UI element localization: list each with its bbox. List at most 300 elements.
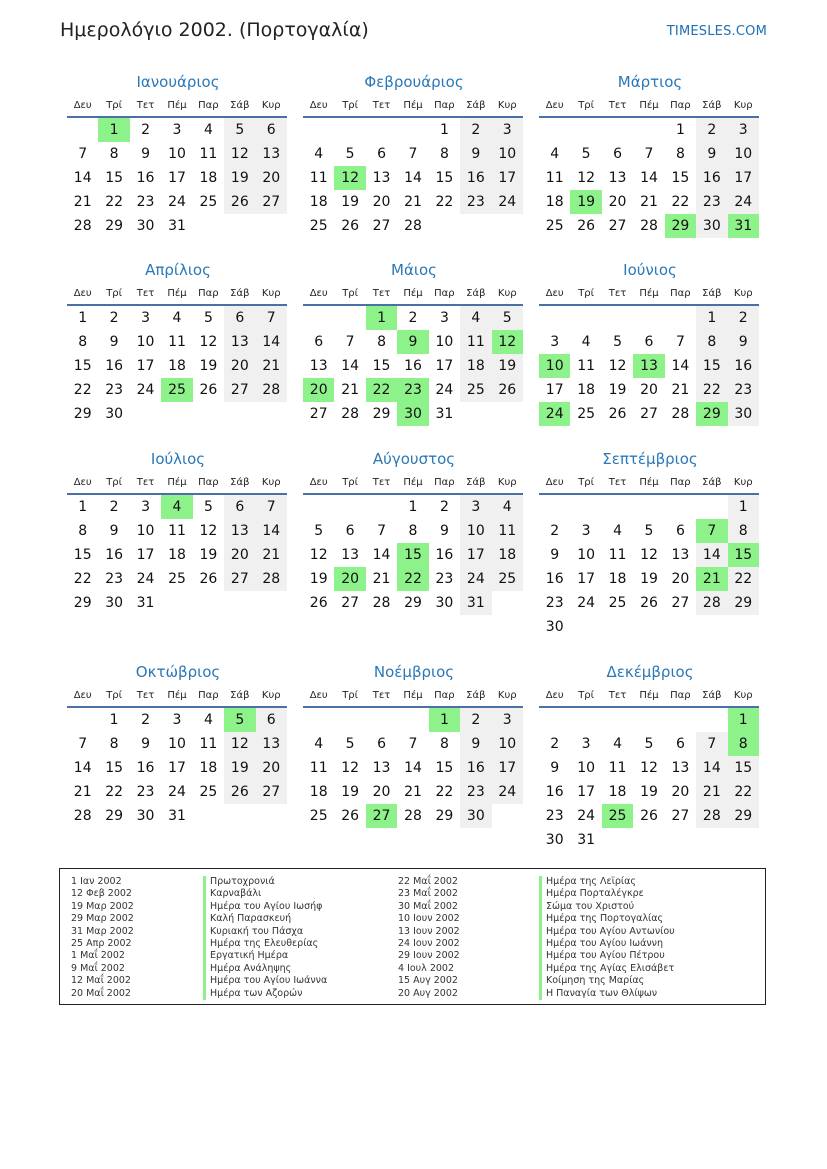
day-cell[interactable]: 17 xyxy=(435,358,454,374)
day-cell[interactable]: 5 xyxy=(203,499,213,515)
day-cell[interactable]: 4 xyxy=(172,310,182,326)
day-cell[interactable]: 2 xyxy=(696,118,727,142)
day-cell[interactable]: 31 xyxy=(136,595,155,611)
day-cell[interactable]: 5 xyxy=(345,736,355,752)
day-cell[interactable]: 4 xyxy=(460,306,491,330)
day-cell[interactable]: 4 xyxy=(550,146,560,162)
day-cell[interactable]: 30 xyxy=(136,808,155,824)
day-cell[interactable]: 7 xyxy=(256,306,287,330)
day-cell[interactable]: 6 xyxy=(613,146,623,162)
day-cell[interactable]: 16 xyxy=(696,166,727,190)
day-cell[interactable]: 28 xyxy=(372,595,391,611)
day-cell[interactable]: 16 xyxy=(460,756,491,780)
day-cell[interactable]: 13 xyxy=(372,760,391,776)
day-cell[interactable]: 27 xyxy=(341,595,360,611)
day-cell[interactable]: 21 xyxy=(404,194,422,210)
day-cell[interactable]: 10 xyxy=(435,334,454,350)
day-cell[interactable]: 28 xyxy=(696,804,727,828)
day-cell[interactable]: 18 xyxy=(492,543,523,567)
day-cell[interactable]: 21 xyxy=(73,784,92,800)
day-cell[interactable]: 25 xyxy=(577,406,596,422)
day-cell[interactable]: 20 xyxy=(256,166,287,190)
holiday-day-cell[interactable]: 1 xyxy=(98,118,129,142)
day-cell[interactable]: 28 xyxy=(256,378,287,402)
holiday-day-cell[interactable]: 22 xyxy=(397,567,428,591)
day-cell[interactable]: 25 xyxy=(545,218,564,234)
day-cell[interactable]: 24 xyxy=(577,595,596,611)
day-cell[interactable]: 22 xyxy=(105,784,124,800)
day-cell[interactable]: 10 xyxy=(492,732,523,756)
day-cell[interactable]: 17 xyxy=(168,170,186,186)
day-cell[interactable]: 29 xyxy=(435,808,454,824)
day-cell[interactable]: 17 xyxy=(492,756,523,780)
day-cell[interactable]: 3 xyxy=(492,118,523,142)
day-cell[interactable]: 12 xyxy=(224,732,255,756)
day-cell[interactable]: 29 xyxy=(728,591,759,615)
day-cell[interactable]: 24 xyxy=(492,190,523,214)
day-cell[interactable]: 8 xyxy=(377,334,387,350)
day-cell[interactable]: 25 xyxy=(199,784,218,800)
day-cell[interactable]: 12 xyxy=(640,760,658,776)
day-cell[interactable]: 13 xyxy=(256,732,287,756)
day-cell[interactable]: 1 xyxy=(675,122,685,138)
day-cell[interactable]: 17 xyxy=(545,382,564,398)
day-cell[interactable]: 11 xyxy=(309,760,328,776)
day-cell[interactable]: 9 xyxy=(109,334,119,350)
holiday-day-cell[interactable]: 10 xyxy=(539,354,570,378)
day-cell[interactable]: 12 xyxy=(224,142,255,166)
holiday-day-cell[interactable]: 29 xyxy=(696,402,727,426)
day-cell[interactable]: 6 xyxy=(224,306,255,330)
day-cell[interactable]: 18 xyxy=(309,194,328,210)
day-cell[interactable]: 18 xyxy=(168,358,186,374)
day-cell[interactable]: 30 xyxy=(460,804,491,828)
day-cell[interactable]: 6 xyxy=(256,118,287,142)
day-cell[interactable]: 15 xyxy=(105,170,124,186)
day-cell[interactable]: 27 xyxy=(671,808,690,824)
day-cell[interactable]: 26 xyxy=(608,406,627,422)
day-cell[interactable]: 26 xyxy=(640,808,658,824)
day-cell[interactable]: 25 xyxy=(492,567,523,591)
holiday-day-cell[interactable]: 21 xyxy=(696,567,727,591)
day-cell[interactable]: 16 xyxy=(728,354,759,378)
day-cell[interactable]: 31 xyxy=(577,832,596,848)
day-cell[interactable]: 13 xyxy=(341,547,360,563)
day-cell[interactable]: 7 xyxy=(78,146,88,162)
holiday-day-cell[interactable]: 30 xyxy=(397,402,428,426)
day-cell[interactable]: 13 xyxy=(224,519,255,543)
day-cell[interactable]: 12 xyxy=(309,547,328,563)
day-cell[interactable]: 15 xyxy=(372,358,391,374)
day-cell[interactable]: 8 xyxy=(675,146,685,162)
day-cell[interactable]: 31 xyxy=(435,406,454,422)
day-cell[interactable]: 31 xyxy=(460,591,491,615)
day-cell[interactable]: 23 xyxy=(136,194,155,210)
day-cell[interactable]: 26 xyxy=(341,218,360,234)
day-cell[interactable]: 25 xyxy=(608,595,627,611)
day-cell[interactable]: 9 xyxy=(439,523,449,539)
day-cell[interactable]: 14 xyxy=(256,330,287,354)
day-cell[interactable]: 14 xyxy=(341,358,360,374)
brand-link[interactable]: TIMESLES.COM xyxy=(666,24,767,39)
day-cell[interactable]: 5 xyxy=(492,306,523,330)
day-cell[interactable]: 1 xyxy=(78,310,88,326)
day-cell[interactable]: 7 xyxy=(644,146,654,162)
day-cell[interactable]: 5 xyxy=(224,118,255,142)
day-cell[interactable]: 11 xyxy=(199,146,218,162)
day-cell[interactable]: 24 xyxy=(168,784,186,800)
day-cell[interactable]: 31 xyxy=(168,218,186,234)
day-cell[interactable]: 26 xyxy=(199,382,218,398)
day-cell[interactable]: 16 xyxy=(460,166,491,190)
day-cell[interactable]: 7 xyxy=(78,736,88,752)
day-cell[interactable]: 28 xyxy=(256,567,287,591)
day-cell[interactable]: 19 xyxy=(341,194,360,210)
day-cell[interactable]: 3 xyxy=(581,523,591,539)
day-cell[interactable]: 7 xyxy=(256,495,287,519)
day-cell[interactable]: 1 xyxy=(728,495,759,519)
day-cell[interactable]: 4 xyxy=(492,495,523,519)
day-cell[interactable]: 10 xyxy=(577,760,596,776)
day-cell[interactable]: 3 xyxy=(728,118,759,142)
day-cell[interactable]: 13 xyxy=(309,358,328,374)
day-cell[interactable]: 3 xyxy=(550,334,560,350)
day-cell[interactable]: 5 xyxy=(644,523,654,539)
day-cell[interactable]: 19 xyxy=(309,571,328,587)
day-cell[interactable]: 12 xyxy=(640,547,658,563)
day-cell[interactable]: 26 xyxy=(341,808,360,824)
day-cell[interactable]: 30 xyxy=(728,402,759,426)
day-cell[interactable]: 9 xyxy=(460,142,491,166)
day-cell[interactable]: 7 xyxy=(675,334,685,350)
day-cell[interactable]: 28 xyxy=(404,808,422,824)
holiday-day-cell[interactable]: 19 xyxy=(570,190,601,214)
day-cell[interactable]: 17 xyxy=(492,166,523,190)
day-cell[interactable]: 19 xyxy=(640,571,658,587)
day-cell[interactable]: 23 xyxy=(460,780,491,804)
day-cell[interactable]: 5 xyxy=(314,523,324,539)
day-cell[interactable]: 6 xyxy=(314,334,324,350)
day-cell[interactable]: 28 xyxy=(640,218,658,234)
day-cell[interactable]: 10 xyxy=(492,142,523,166)
day-cell[interactable]: 11 xyxy=(309,170,328,186)
day-cell[interactable]: 19 xyxy=(224,166,255,190)
day-cell[interactable]: 26 xyxy=(309,595,328,611)
day-cell[interactable]: 7 xyxy=(408,146,418,162)
day-cell[interactable]: 8 xyxy=(78,334,88,350)
day-cell[interactable]: 30 xyxy=(105,595,124,611)
day-cell[interactable]: 17 xyxy=(136,358,155,374)
day-cell[interactable]: 3 xyxy=(172,122,182,138)
day-cell[interactable]: 8 xyxy=(439,146,449,162)
day-cell[interactable]: 20 xyxy=(640,382,658,398)
day-cell[interactable]: 19 xyxy=(608,382,627,398)
day-cell[interactable]: 19 xyxy=(640,784,658,800)
day-cell[interactable]: 4 xyxy=(613,736,623,752)
day-cell[interactable]: 24 xyxy=(577,808,596,824)
day-cell[interactable]: 23 xyxy=(435,571,454,587)
day-cell[interactable]: 24 xyxy=(136,571,155,587)
day-cell[interactable]: 8 xyxy=(439,736,449,752)
day-cell[interactable]: 14 xyxy=(73,760,92,776)
day-cell[interactable]: 17 xyxy=(168,760,186,776)
day-cell[interactable]: 10 xyxy=(136,334,155,350)
day-cell[interactable]: 29 xyxy=(73,595,92,611)
day-cell[interactable]: 18 xyxy=(608,784,627,800)
day-cell[interactable]: 19 xyxy=(341,784,360,800)
day-cell[interactable]: 20 xyxy=(224,543,255,567)
day-cell[interactable]: 3 xyxy=(172,712,182,728)
day-cell[interactable]: 2 xyxy=(460,118,491,142)
day-cell[interactable]: 22 xyxy=(435,194,454,210)
day-cell[interactable]: 30 xyxy=(136,218,155,234)
day-cell[interactable]: 14 xyxy=(640,170,658,186)
day-cell[interactable]: 1 xyxy=(696,306,727,330)
day-cell[interactable]: 20 xyxy=(671,784,690,800)
holiday-day-cell[interactable]: 25 xyxy=(602,804,633,828)
day-cell[interactable]: 16 xyxy=(136,170,155,186)
day-cell[interactable]: 28 xyxy=(404,218,422,234)
day-cell[interactable]: 26 xyxy=(224,780,255,804)
day-cell[interactable]: 27 xyxy=(608,218,627,234)
day-cell[interactable]: 20 xyxy=(671,571,690,587)
day-cell[interactable]: 14 xyxy=(372,547,391,563)
day-cell[interactable]: 16 xyxy=(545,784,564,800)
day-cell[interactable]: 10 xyxy=(577,547,596,563)
day-cell[interactable]: 8 xyxy=(109,146,119,162)
day-cell[interactable]: 4 xyxy=(581,334,591,350)
day-cell[interactable]: 27 xyxy=(640,406,658,422)
holiday-day-cell[interactable]: 29 xyxy=(665,214,696,238)
day-cell[interactable]: 14 xyxy=(696,756,727,780)
day-cell[interactable]: 2 xyxy=(728,306,759,330)
day-cell[interactable]: 3 xyxy=(581,736,591,752)
day-cell[interactable]: 15 xyxy=(435,760,454,776)
day-cell[interactable]: 27 xyxy=(671,595,690,611)
day-cell[interactable]: 10 xyxy=(460,519,491,543)
day-cell[interactable]: 26 xyxy=(492,378,523,402)
day-cell[interactable]: 13 xyxy=(671,547,690,563)
day-cell[interactable]: 27 xyxy=(372,218,391,234)
day-cell[interactable]: 24 xyxy=(435,382,454,398)
day-cell[interactable]: 10 xyxy=(728,142,759,166)
day-cell[interactable]: 16 xyxy=(105,547,124,563)
day-cell[interactable]: 5 xyxy=(581,146,591,162)
day-cell[interactable]: 4 xyxy=(613,523,623,539)
day-cell[interactable]: 7 xyxy=(408,736,418,752)
day-cell[interactable]: 12 xyxy=(199,334,218,350)
holiday-day-cell[interactable]: 7 xyxy=(696,519,727,543)
day-cell[interactable]: 7 xyxy=(696,732,727,756)
day-cell[interactable]: 18 xyxy=(577,382,596,398)
day-cell[interactable]: 10 xyxy=(168,146,186,162)
day-cell[interactable]: 22 xyxy=(728,567,759,591)
day-cell[interactable]: 21 xyxy=(372,571,391,587)
day-cell[interactable]: 15 xyxy=(696,354,727,378)
day-cell[interactable]: 14 xyxy=(404,170,422,186)
day-cell[interactable]: 22 xyxy=(73,571,92,587)
day-cell[interactable]: 17 xyxy=(136,547,155,563)
day-cell[interactable]: 23 xyxy=(696,190,727,214)
holiday-day-cell[interactable]: 12 xyxy=(492,330,523,354)
day-cell[interactable]: 21 xyxy=(640,194,658,210)
day-cell[interactable]: 15 xyxy=(105,760,124,776)
day-cell[interactable]: 14 xyxy=(404,760,422,776)
day-cell[interactable]: 28 xyxy=(696,591,727,615)
day-cell[interactable]: 5 xyxy=(203,310,213,326)
day-cell[interactable]: 2 xyxy=(460,708,491,732)
day-cell[interactable]: 16 xyxy=(435,547,454,563)
day-cell[interactable]: 2 xyxy=(408,310,418,326)
day-cell[interactable]: 19 xyxy=(199,547,218,563)
day-cell[interactable]: 2 xyxy=(141,122,151,138)
day-cell[interactable]: 14 xyxy=(256,519,287,543)
day-cell[interactable]: 2 xyxy=(109,310,119,326)
day-cell[interactable]: 12 xyxy=(341,760,360,776)
day-cell[interactable]: 28 xyxy=(341,406,360,422)
day-cell[interactable]: 29 xyxy=(404,595,422,611)
day-cell[interactable]: 9 xyxy=(550,760,560,776)
day-cell[interactable]: 21 xyxy=(671,382,690,398)
day-cell[interactable]: 30 xyxy=(435,595,454,611)
day-cell[interactable]: 14 xyxy=(696,543,727,567)
day-cell[interactable]: 9 xyxy=(696,142,727,166)
day-cell[interactable]: 5 xyxy=(345,146,355,162)
day-cell[interactable]: 14 xyxy=(671,358,690,374)
day-cell[interactable]: 25 xyxy=(168,571,186,587)
day-cell[interactable]: 12 xyxy=(608,358,627,374)
day-cell[interactable]: 30 xyxy=(105,406,124,422)
day-cell[interactable]: 15 xyxy=(671,170,690,186)
day-cell[interactable]: 6 xyxy=(377,146,387,162)
day-cell[interactable]: 6 xyxy=(675,523,685,539)
day-cell[interactable]: 15 xyxy=(728,756,759,780)
day-cell[interactable]: 3 xyxy=(492,708,523,732)
day-cell[interactable]: 30 xyxy=(545,619,564,635)
day-cell[interactable]: 17 xyxy=(728,166,759,190)
day-cell[interactable]: 22 xyxy=(73,382,92,398)
holiday-day-cell[interactable]: 15 xyxy=(728,543,759,567)
day-cell[interactable]: 17 xyxy=(460,543,491,567)
day-cell[interactable]: 8 xyxy=(109,736,119,752)
day-cell[interactable]: 11 xyxy=(168,334,186,350)
day-cell[interactable]: 9 xyxy=(728,330,759,354)
holiday-day-cell[interactable]: 9 xyxy=(397,330,428,354)
day-cell[interactable]: 6 xyxy=(675,736,685,752)
day-cell[interactable]: 14 xyxy=(73,170,92,186)
day-cell[interactable]: 21 xyxy=(256,543,287,567)
day-cell[interactable]: 19 xyxy=(224,756,255,780)
day-cell[interactable]: 7 xyxy=(377,523,387,539)
holiday-day-cell[interactable]: 23 xyxy=(397,378,428,402)
day-cell[interactable]: 9 xyxy=(141,736,151,752)
day-cell[interactable]: 16 xyxy=(404,358,422,374)
day-cell[interactable]: 11 xyxy=(608,547,627,563)
holiday-day-cell[interactable]: 5 xyxy=(224,708,255,732)
day-cell[interactable]: 7 xyxy=(345,334,355,350)
day-cell[interactable]: 26 xyxy=(224,190,255,214)
holiday-day-cell[interactable]: 4 xyxy=(161,495,192,519)
day-cell[interactable]: 16 xyxy=(545,571,564,587)
day-cell[interactable]: 8 xyxy=(408,523,418,539)
day-cell[interactable]: 22 xyxy=(105,194,124,210)
day-cell[interactable]: 17 xyxy=(577,784,596,800)
day-cell[interactable]: 1 xyxy=(439,122,449,138)
day-cell[interactable]: 11 xyxy=(545,170,564,186)
day-cell[interactable]: 20 xyxy=(256,756,287,780)
day-cell[interactable]: 29 xyxy=(73,406,92,422)
holiday-day-cell[interactable]: 20 xyxy=(303,378,334,402)
day-cell[interactable]: 13 xyxy=(256,142,287,166)
day-cell[interactable]: 30 xyxy=(545,832,564,848)
day-cell[interactable]: 18 xyxy=(199,170,218,186)
day-cell[interactable]: 2 xyxy=(550,523,560,539)
day-cell[interactable]: 11 xyxy=(608,760,627,776)
day-cell[interactable]: 25 xyxy=(309,808,328,824)
day-cell[interactable]: 23 xyxy=(105,571,124,587)
day-cell[interactable]: 10 xyxy=(168,736,186,752)
day-cell[interactable]: 5 xyxy=(613,334,623,350)
day-cell[interactable]: 2 xyxy=(109,499,119,515)
day-cell[interactable]: 26 xyxy=(577,218,596,234)
day-cell[interactable]: 3 xyxy=(439,310,449,326)
day-cell[interactable]: 9 xyxy=(109,523,119,539)
day-cell[interactable]: 29 xyxy=(728,804,759,828)
day-cell[interactable]: 13 xyxy=(608,170,627,186)
holiday-day-cell[interactable]: 1 xyxy=(429,708,460,732)
day-cell[interactable]: 4 xyxy=(314,146,324,162)
day-cell[interactable]: 29 xyxy=(372,406,391,422)
holiday-day-cell[interactable]: 13 xyxy=(633,354,664,378)
day-cell[interactable]: 9 xyxy=(460,732,491,756)
day-cell[interactable]: 22 xyxy=(435,784,454,800)
day-cell[interactable]: 20 xyxy=(372,784,391,800)
day-cell[interactable]: 28 xyxy=(73,218,92,234)
day-cell[interactable]: 6 xyxy=(256,708,287,732)
day-cell[interactable]: 27 xyxy=(224,378,255,402)
day-cell[interactable]: 15 xyxy=(73,547,92,563)
day-cell[interactable]: 4 xyxy=(203,122,213,138)
day-cell[interactable]: 25 xyxy=(199,194,218,210)
day-cell[interactable]: 27 xyxy=(256,780,287,804)
day-cell[interactable]: 23 xyxy=(545,595,564,611)
day-cell[interactable]: 3 xyxy=(460,495,491,519)
day-cell[interactable]: 6 xyxy=(224,495,255,519)
holiday-day-cell[interactable]: 20 xyxy=(334,567,365,591)
day-cell[interactable]: 24 xyxy=(168,194,186,210)
holiday-day-cell[interactable]: 25 xyxy=(161,378,192,402)
day-cell[interactable]: 9 xyxy=(550,547,560,563)
day-cell[interactable]: 13 xyxy=(671,760,690,776)
day-cell[interactable]: 24 xyxy=(136,382,155,398)
day-cell[interactable]: 2 xyxy=(550,736,560,752)
day-cell[interactable]: 26 xyxy=(640,595,658,611)
day-cell[interactable]: 2 xyxy=(141,712,151,728)
day-cell[interactable]: 21 xyxy=(696,780,727,804)
day-cell[interactable]: 11 xyxy=(492,519,523,543)
day-cell[interactable]: 23 xyxy=(136,784,155,800)
day-cell[interactable]: 12 xyxy=(577,170,596,186)
day-cell[interactable]: 26 xyxy=(199,571,218,587)
day-cell[interactable]: 11 xyxy=(168,523,186,539)
day-cell[interactable]: 28 xyxy=(73,808,92,824)
day-cell[interactable]: 6 xyxy=(345,523,355,539)
day-cell[interactable]: 1 xyxy=(78,499,88,515)
day-cell[interactable]: 23 xyxy=(105,382,124,398)
day-cell[interactable]: 28 xyxy=(671,406,690,422)
holiday-day-cell[interactable]: 27 xyxy=(366,804,397,828)
day-cell[interactable]: 20 xyxy=(372,194,391,210)
